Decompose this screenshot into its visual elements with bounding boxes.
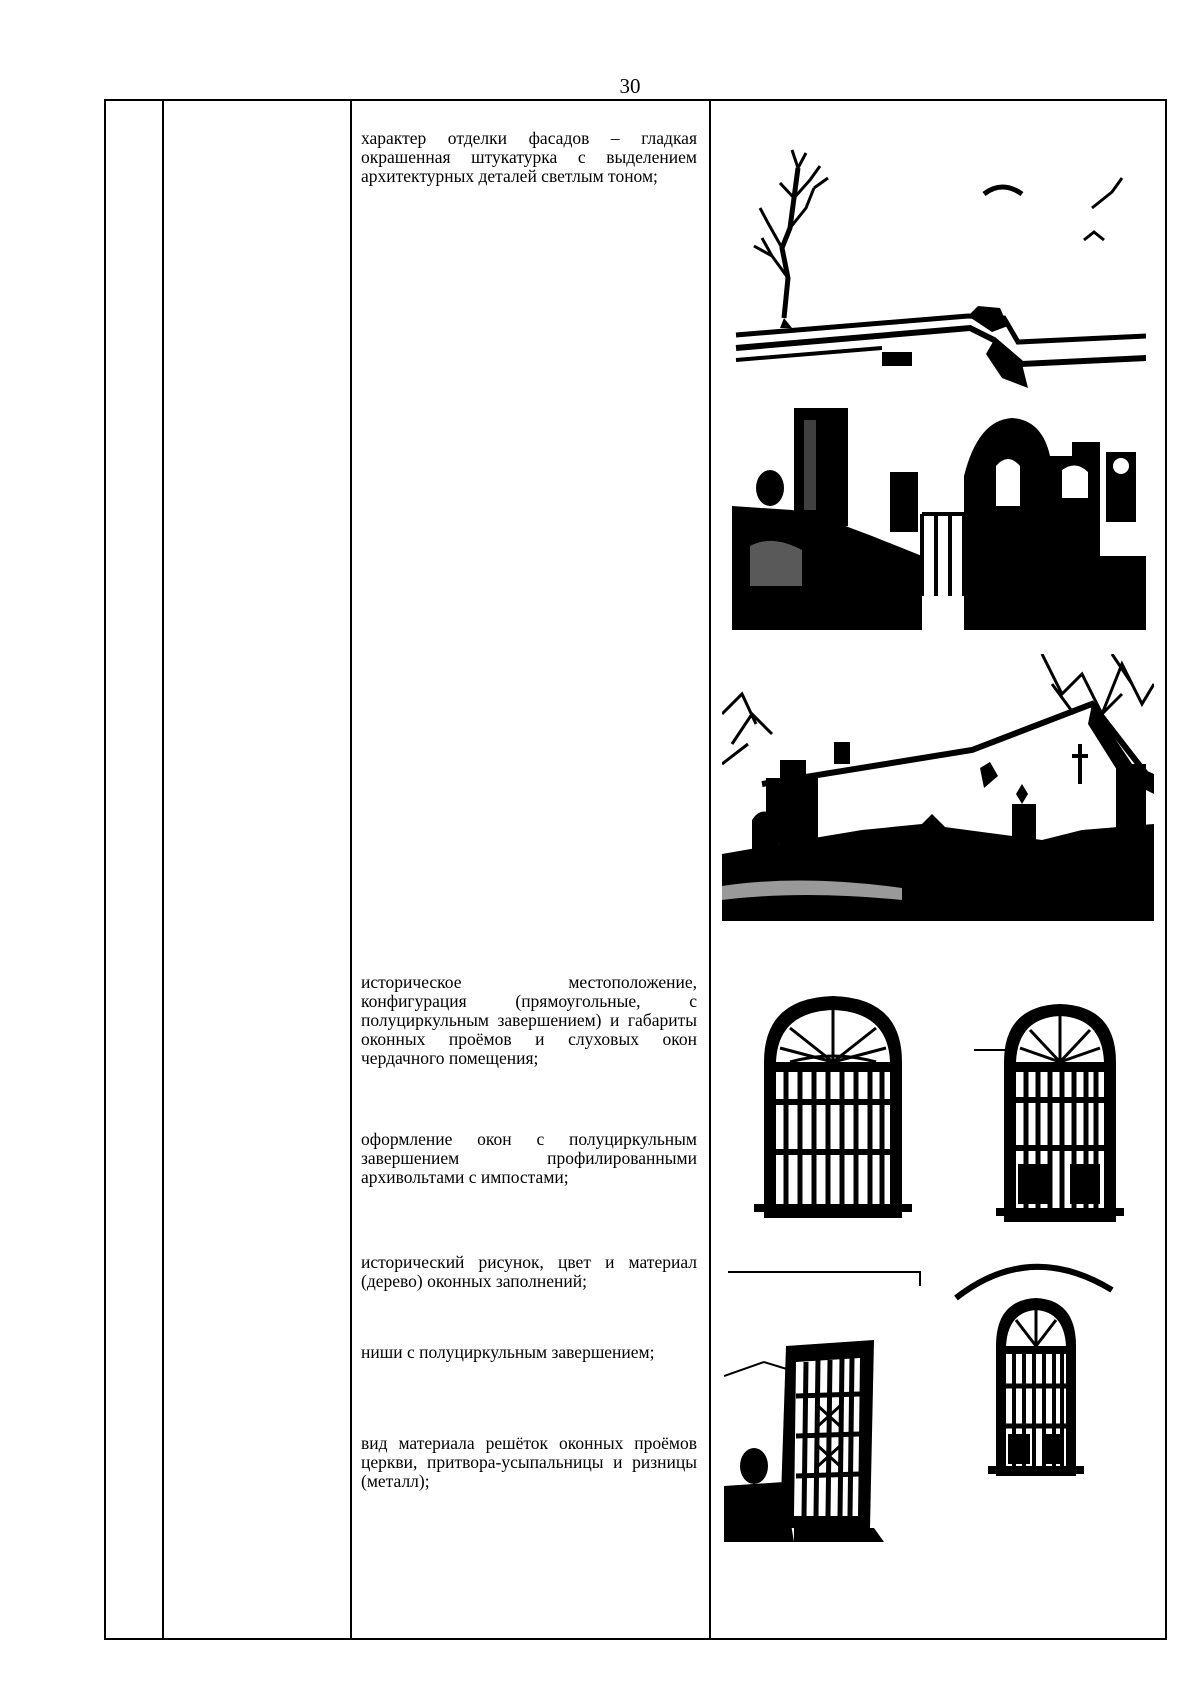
feature-window-openings: историческое местоположение, конфигурация (прямоугольные, с полуциркульным завершением) и габариты оконных проёмов и слуховых окон чердачного помещения; [361,972,697,1068]
photo-window-in-arched-niche [950,1250,1118,1486]
feature-window-archivolts: оформление окон с полуциркульным завершением профилированными архивольтами с импостами; [361,1129,697,1187]
column-divider-2 [350,99,352,1640]
photo-cemetery-monuments [732,406,1146,630]
column-divider-1 [162,99,164,1640]
photo-arched-window-right [974,992,1134,1228]
feature-facade-finish: характер отделки фасадов – гладкая окрашенная штукатурка с выделением архитектурных деталей светлым тоном; [361,128,697,186]
column-divider-3 [709,99,711,1640]
photo-window-with-grille-and-monument [724,1266,922,1542]
photo-arched-window-left [750,992,916,1218]
feature-window-fillings: исторический рисунок, цвет и материал (дерево) оконных заполнений; [361,1252,697,1291]
photo-cornice-with-tree [732,128,1146,398]
feature-window-grilles: вид материала решёток оконных проёмов церкви, притвора-усыпальницы и ризницы (металл); [361,1433,697,1491]
photo-church-building-with-crosses [722,654,1154,921]
page-number: 30 [619,74,641,98]
feature-niches: ниши с полуциркульным завершением; [361,1342,655,1362]
